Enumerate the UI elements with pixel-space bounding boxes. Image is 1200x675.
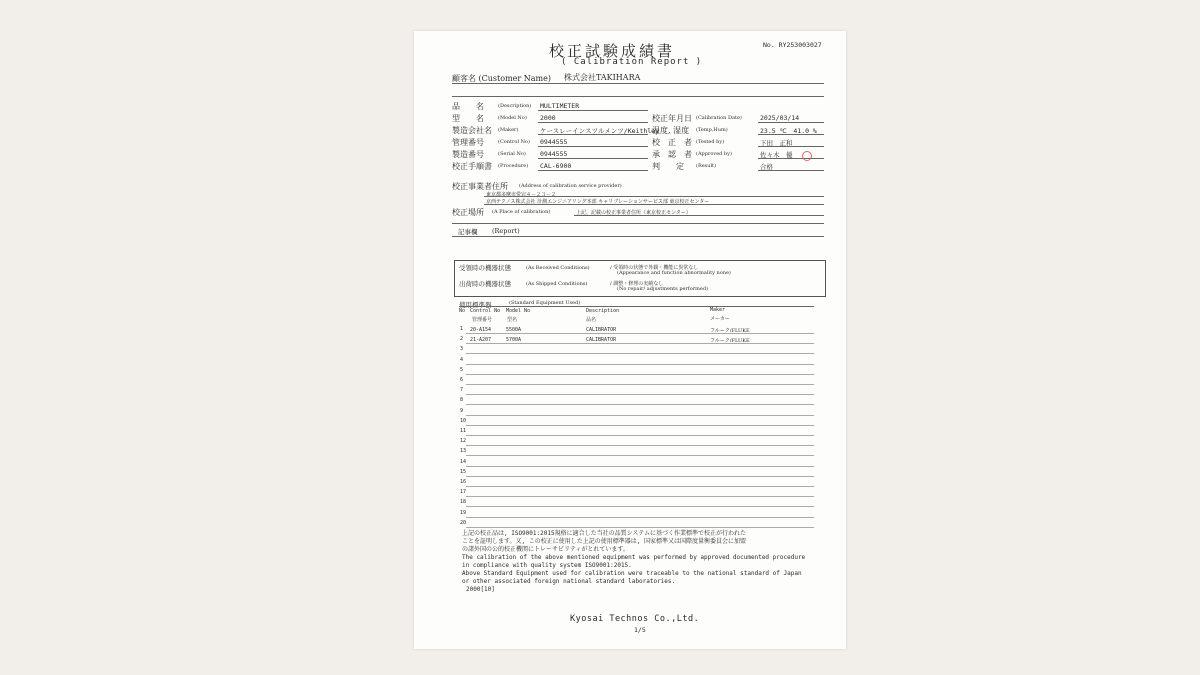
report-number: No. RY253003027 bbox=[763, 41, 822, 49]
field-line bbox=[538, 146, 648, 147]
report-line bbox=[452, 236, 824, 237]
provider-line-2 bbox=[484, 204, 824, 205]
customer-value: 株式会社TAKIHARA bbox=[564, 73, 641, 82]
row-number: 13 bbox=[460, 448, 467, 455]
field-label-en: (Temp,Hum) bbox=[696, 127, 728, 133]
field-label: 管理番号 bbox=[452, 138, 484, 147]
field-value: 下田 正和 bbox=[760, 139, 793, 147]
row-control: 21-A207 bbox=[470, 336, 492, 343]
row-line bbox=[466, 527, 814, 528]
field-label: 温度, 湿度 bbox=[652, 126, 690, 135]
field-line bbox=[538, 110, 648, 111]
row-number: 18 bbox=[460, 499, 467, 506]
field-label-en: (Calibration Date) bbox=[696, 115, 742, 121]
page-number: 1/5 bbox=[634, 626, 646, 634]
place-value: 上記、記載の校正事業者住所（東京校正センター） bbox=[576, 210, 691, 216]
place-label: 校正場所 bbox=[452, 208, 484, 217]
equipment-line bbox=[459, 306, 814, 307]
row-number: 16 bbox=[460, 479, 467, 485]
report-sheet bbox=[414, 31, 846, 649]
row-number: 3 bbox=[460, 346, 464, 353]
statement-jp-3: の諸外国の公的校正機関にトレーサビリティがとれています。 bbox=[462, 546, 629, 553]
statement-en-3: Above Standard Equipment used for calibration were traceable to the national standard of Japan bbox=[462, 570, 802, 577]
row-desc: CALIBRATOR bbox=[586, 336, 617, 343]
row-line bbox=[466, 506, 814, 507]
place-line-2 bbox=[452, 223, 824, 224]
col-maker: Maker bbox=[710, 307, 726, 313]
row-number: 5 bbox=[460, 366, 464, 373]
field-value: 合格 bbox=[760, 163, 773, 171]
equipment-label: 使用標準器 bbox=[459, 301, 492, 309]
row-number: 11 bbox=[460, 428, 467, 434]
report-label-en: (Report) bbox=[492, 227, 520, 235]
company-name: Kyosai Technos Co.,Ltd. bbox=[570, 614, 700, 624]
shipped-label: 出荷時の機器状態 bbox=[459, 280, 511, 288]
row-maker: フルーク/FLUKE bbox=[710, 327, 750, 334]
received-label-en: (As Received Conditions) bbox=[526, 265, 590, 271]
row-number: 2 bbox=[460, 336, 464, 343]
col-desc-jp: 品名 bbox=[586, 317, 597, 323]
row-line bbox=[466, 476, 814, 477]
field-label-en: (Approved by) bbox=[696, 151, 732, 157]
row-number: 12 bbox=[460, 438, 467, 445]
row-line bbox=[466, 455, 814, 456]
field-line bbox=[538, 122, 648, 123]
statement-jp-2: ことを証明します。又, この校正に使用した上記の使用標準器は, 国家標準又は国際度量衡委員会に加盟 bbox=[462, 538, 746, 545]
row-number: 1 bbox=[460, 326, 464, 332]
row-maker: フルーク/FLUKE bbox=[710, 337, 750, 344]
field-value: 佐々木 優 bbox=[760, 151, 793, 159]
field-label: 判 定 bbox=[652, 162, 684, 171]
row-model: 5700A bbox=[506, 336, 522, 343]
field-label: 校正年月日 bbox=[652, 114, 692, 123]
field-label: 承 認 者 bbox=[652, 150, 692, 159]
field-label-en: (Model No) bbox=[498, 115, 527, 121]
statement-en-1: The calibration of the above mentioned equipment was performed by approved documented procedure bbox=[462, 554, 806, 561]
row-number: 20 bbox=[460, 519, 467, 526]
place-line bbox=[574, 215, 824, 216]
row-number: 7 bbox=[460, 387, 464, 394]
field-value: MULTIMETER bbox=[540, 102, 580, 110]
provider-line-1 bbox=[484, 196, 824, 197]
received-value-en: (Appearance and function abnormality none) bbox=[617, 270, 731, 276]
row-control: 20-A154 bbox=[470, 326, 492, 333]
shipped-label-en: (As Shipped Conditions) bbox=[526, 281, 588, 287]
customer-line-2 bbox=[452, 96, 824, 97]
field-value: 23.5 ℃ 41.0 % bbox=[760, 127, 817, 135]
provider-address: 東京都多摩市愛宕４－２３－２ bbox=[486, 192, 557, 198]
row-line bbox=[466, 364, 814, 365]
row-line bbox=[466, 445, 814, 446]
col-control: Control No bbox=[470, 308, 501, 314]
title-jp: 校正試験成績書 bbox=[549, 42, 676, 60]
col-maker-jp: メーカー bbox=[710, 316, 730, 322]
field-line bbox=[758, 170, 824, 171]
row-line bbox=[466, 425, 814, 426]
field-value: 2000 bbox=[540, 114, 556, 122]
field-line bbox=[758, 146, 824, 147]
received-value-jp: / 受領時の状態で外観・機能に異常なし bbox=[610, 265, 699, 271]
field-line bbox=[758, 158, 824, 159]
col-no: No bbox=[459, 308, 466, 314]
field-label-en: (Serial No) bbox=[498, 151, 526, 157]
field-label-en: (Result) bbox=[696, 163, 717, 169]
report-label: 記事欄 bbox=[458, 228, 478, 236]
provider-label: 校正事業者住所 bbox=[452, 182, 508, 191]
row-number: 8 bbox=[460, 397, 464, 404]
row-line bbox=[466, 435, 814, 436]
field-label: 型 名 bbox=[452, 114, 484, 123]
shipped-value-en: (No repair/ adjustments performed) bbox=[617, 286, 708, 292]
statement-en-4: or other associated foreign national standard laboratories. bbox=[462, 578, 676, 585]
row-number: 6 bbox=[460, 377, 464, 383]
statement-en-2: in compliance with quality system ISO9001:2015. bbox=[462, 562, 632, 569]
row-number: 10 bbox=[460, 417, 467, 424]
row-number: 9 bbox=[460, 407, 464, 414]
row-line bbox=[466, 486, 814, 487]
field-value: 2025/03/14 bbox=[760, 114, 800, 122]
customer-label: 顧客名 (Customer Name) bbox=[452, 74, 551, 83]
field-value: 0944555 bbox=[540, 138, 568, 146]
form-code: 2000[10] bbox=[466, 586, 495, 593]
col-control-jp: 管理番号 bbox=[472, 317, 493, 323]
field-label-en: (Tested by) bbox=[696, 139, 725, 145]
customer-line bbox=[452, 83, 824, 84]
statement-jp-1: 上記の校正品は, ISO9001:2015規格に適合した当社の品質システムに基づく作業標準で校正が行われた bbox=[462, 530, 746, 537]
field-label-en: (Description) bbox=[498, 103, 532, 109]
col-model: Model No bbox=[506, 308, 531, 314]
field-line bbox=[758, 122, 824, 123]
field-line bbox=[758, 134, 824, 135]
row-line bbox=[466, 466, 814, 467]
row-line bbox=[466, 384, 814, 385]
row-line bbox=[466, 415, 814, 416]
field-line bbox=[538, 170, 648, 171]
row-line bbox=[466, 353, 814, 354]
row-number: 17 bbox=[460, 489, 467, 496]
row-number: 19 bbox=[460, 509, 467, 516]
row-number: 15 bbox=[460, 468, 467, 475]
col-model-jp: 型名 bbox=[507, 317, 518, 323]
row-line bbox=[466, 374, 814, 375]
received-label: 受領時の機器状態 bbox=[459, 264, 511, 272]
field-value: ケースレーインスツルメンツ/Keithley bbox=[540, 127, 660, 135]
row-number: 14 bbox=[460, 458, 467, 465]
field-label: 校 正 者 bbox=[652, 138, 692, 147]
approval-seal bbox=[802, 151, 812, 161]
field-label: 製造会社名 bbox=[452, 126, 492, 135]
field-line bbox=[538, 158, 648, 159]
field-label: 品 名 bbox=[452, 102, 484, 111]
field-label: 校正手順書 bbox=[452, 162, 492, 171]
title-en: ( Calibration Report ) bbox=[561, 57, 703, 67]
field-label-en: (Maker) bbox=[498, 127, 519, 133]
row-model: 5500A bbox=[506, 326, 522, 333]
shipped-value-jp: / 調整・修理の実績なし bbox=[610, 281, 664, 287]
row-line bbox=[466, 517, 814, 518]
field-value: 0944555 bbox=[540, 150, 568, 158]
field-value: CAL-6900 bbox=[540, 162, 572, 170]
field-label: 製造番号 bbox=[452, 150, 484, 159]
row-line bbox=[466, 333, 814, 334]
equipment-label-en: (Standard Equipment Used) bbox=[509, 300, 581, 306]
provider-company: 京西テクノス株式会社 計測エンジニアリング本部 キャリブレーションサービス部 東京校正センター bbox=[486, 199, 710, 205]
field-line bbox=[538, 134, 648, 135]
row-line bbox=[466, 404, 814, 405]
row-desc: CALIBRATOR bbox=[586, 326, 617, 333]
row-line bbox=[466, 394, 814, 395]
place-label-en: (A Place of calibration) bbox=[492, 209, 551, 215]
field-label-en: (Control No) bbox=[498, 139, 530, 145]
col-desc: Description bbox=[586, 308, 620, 314]
provider-label-en: (Address of calibration service provider) bbox=[519, 183, 622, 189]
row-line bbox=[466, 343, 814, 344]
row-line bbox=[466, 496, 814, 497]
row-number: 4 bbox=[460, 356, 464, 363]
field-label-en: (Procedure) bbox=[498, 163, 529, 169]
